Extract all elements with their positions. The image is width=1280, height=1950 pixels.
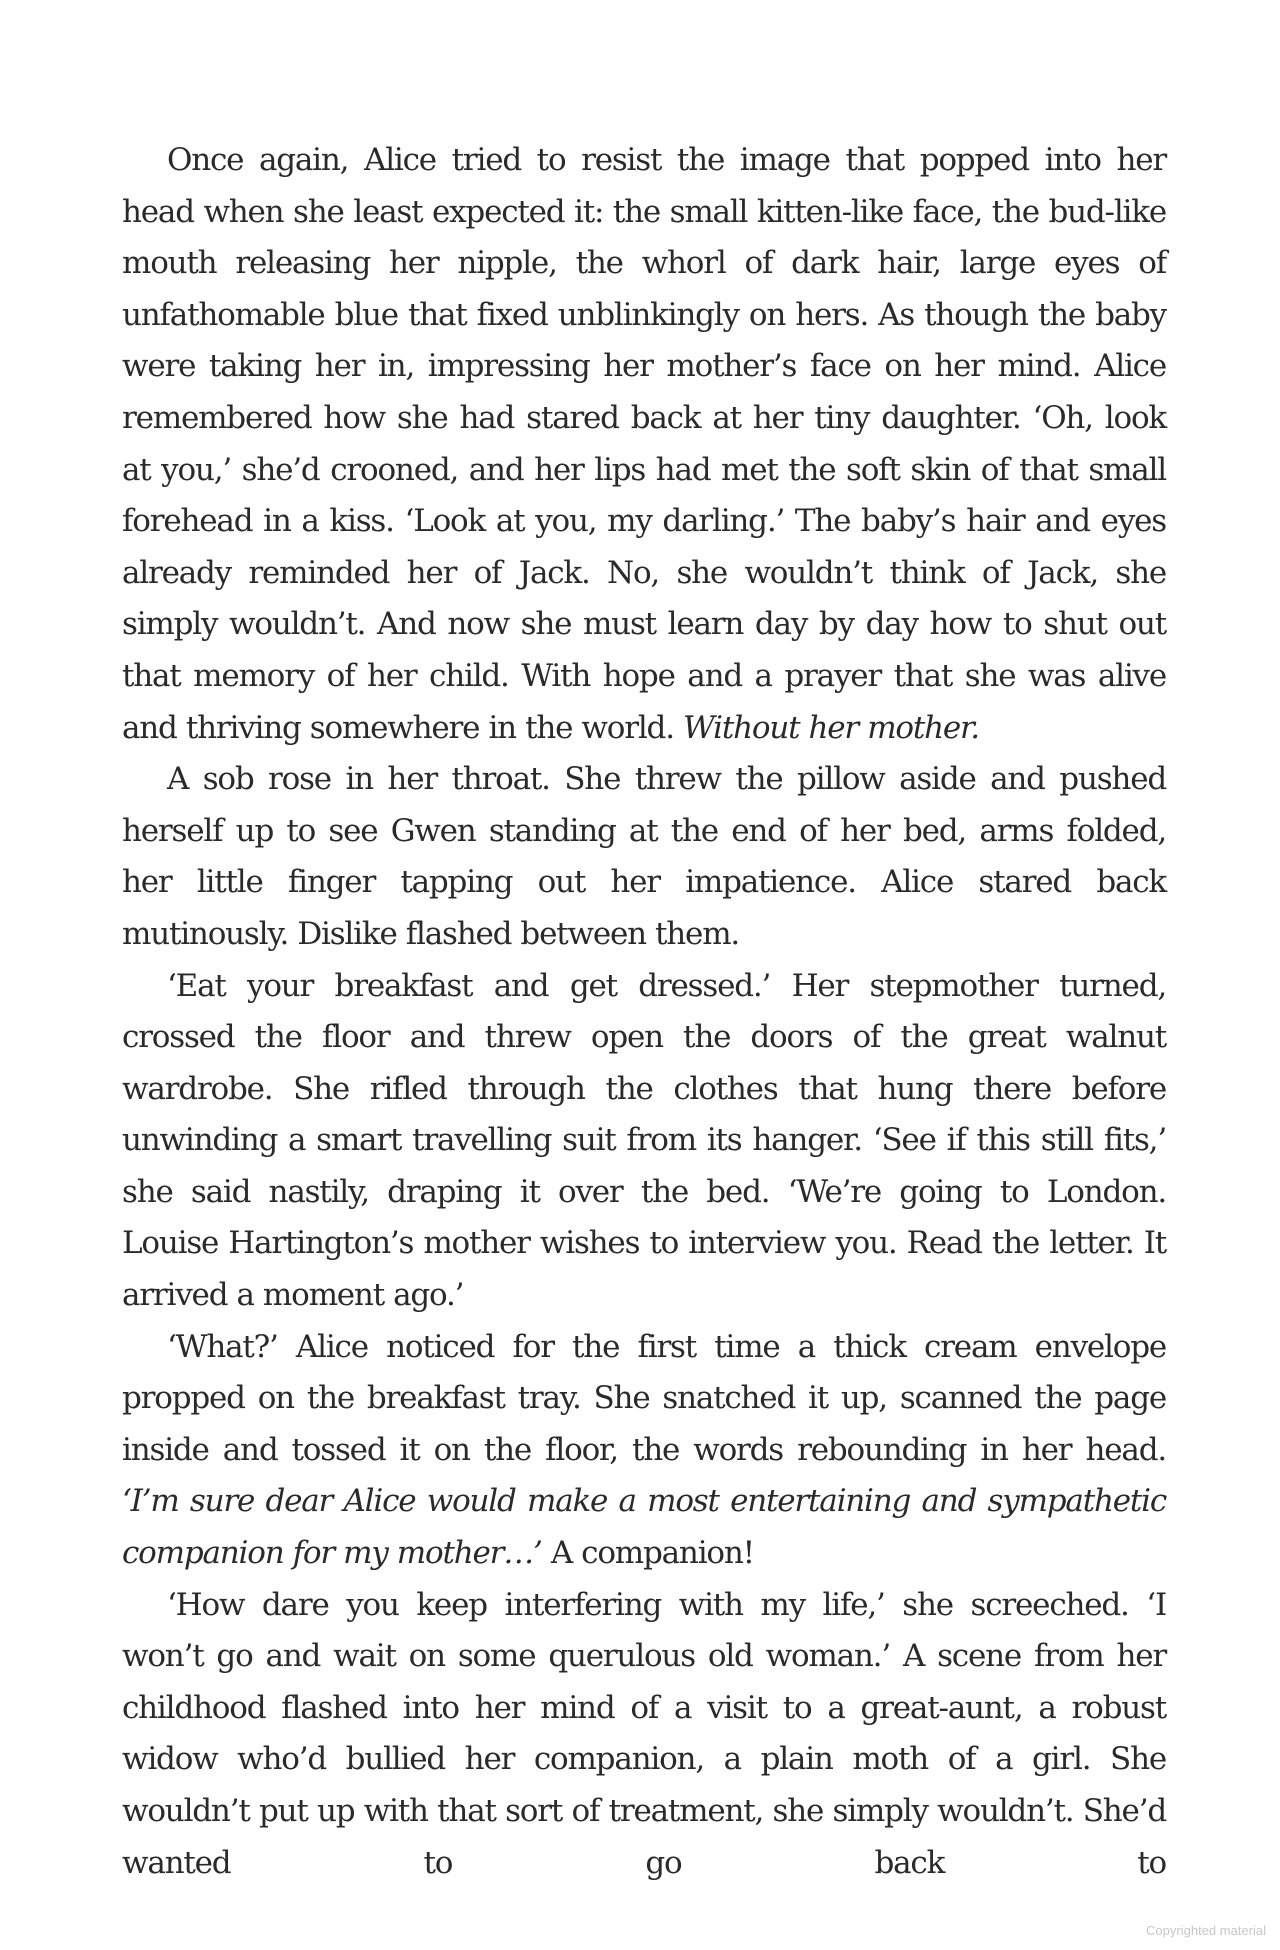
body-text bbox=[122, 135, 1166, 1889]
paragraph-4-italic: ‘I’m sure dear Alice would make a most entertaining and sympathetic companion for my mother…’ bbox=[122, 1483, 1166, 1572]
paragraph-2 bbox=[122, 754, 1166, 960]
paragraph-4-text: ‘What?’ Alice noticed for the first time a thick cream envelope propped on the breakfast tray. She snatched it up, scanned the page inside and tossed it on the floor, the words rebounding in her head. bbox=[122, 1328, 1166, 1468]
paragraph-3 bbox=[122, 961, 1166, 1322]
paragraph-1 bbox=[122, 135, 1166, 754]
paragraph-4 bbox=[122, 1322, 1166, 1580]
paragraph-3-text: ‘Eat your breakfast and get dressed.’ Her stepmother turned, crossed the floor and threw open the doors of the great walnut wardrobe. She rifled through the clothes that hung there before unwinding a smart travelling suit from its hanger. ‘See if this still fits,’ she said nastily, draping it over the bed. ‘We’re going to London. Louise Hartington’s mother wishes to interview you. Read the letter. It arrived a moment ago.’ bbox=[122, 967, 1166, 1314]
paragraph-5 bbox=[122, 1580, 1166, 1890]
paragraph-1-italic: Without her mother. bbox=[683, 709, 979, 746]
paragraph-5-text: ‘How dare you keep interfering with my life,’ she screeched. ‘I won’t go and wait on some querulous old woman.’ A scene from her childhood flashed into her mind of a visit to a great-aunt, a robust widow who’d bullied her companion, a plain moth of a girl. She wouldn’t put up with that sort of treatment, she simply wouldn’t. She’d wanted to go back to bbox=[122, 1586, 1166, 1881]
paragraph-4-after: A companion! bbox=[541, 1535, 754, 1572]
paragraph-1-text: Once again, Alice tried to resist the image that popped into her head when she least expected it: the small kitten-like face, the bud-like mouth releasing her nipple, the whorl of dark hair, large eyes of unfathomable blue that fixed unblinkingly on hers. As though the baby were taking her in, impressing her mother’s face on her mind. Alice remembered how she had stared back at her tiny daughter. ‘Oh, look at you,’ she’d crooned, and her lips had met the soft skin of that small forehead in a kiss. ‘Look at you, my darling.’ The baby’s hair and eyes already reminded her of Jack. No, she wouldn’t think of Jack, she simply wouldn’t. And now she must learn day by day how to shut out that memory of her child. With hope and a prayer that she was alive and thriving somewhere in the world. bbox=[122, 142, 1166, 746]
paragraph-2-text: A sob rose in her throat. She threw the pillow aside and pushed herself up to see Gwen standing at the end of her bed, arms folded, her little finger tapping out her impatience. Alice stared back mutinously. Dislike flashed between them. bbox=[122, 761, 1166, 952]
copyright-watermark: Copyrighted material bbox=[1146, 1923, 1266, 1938]
